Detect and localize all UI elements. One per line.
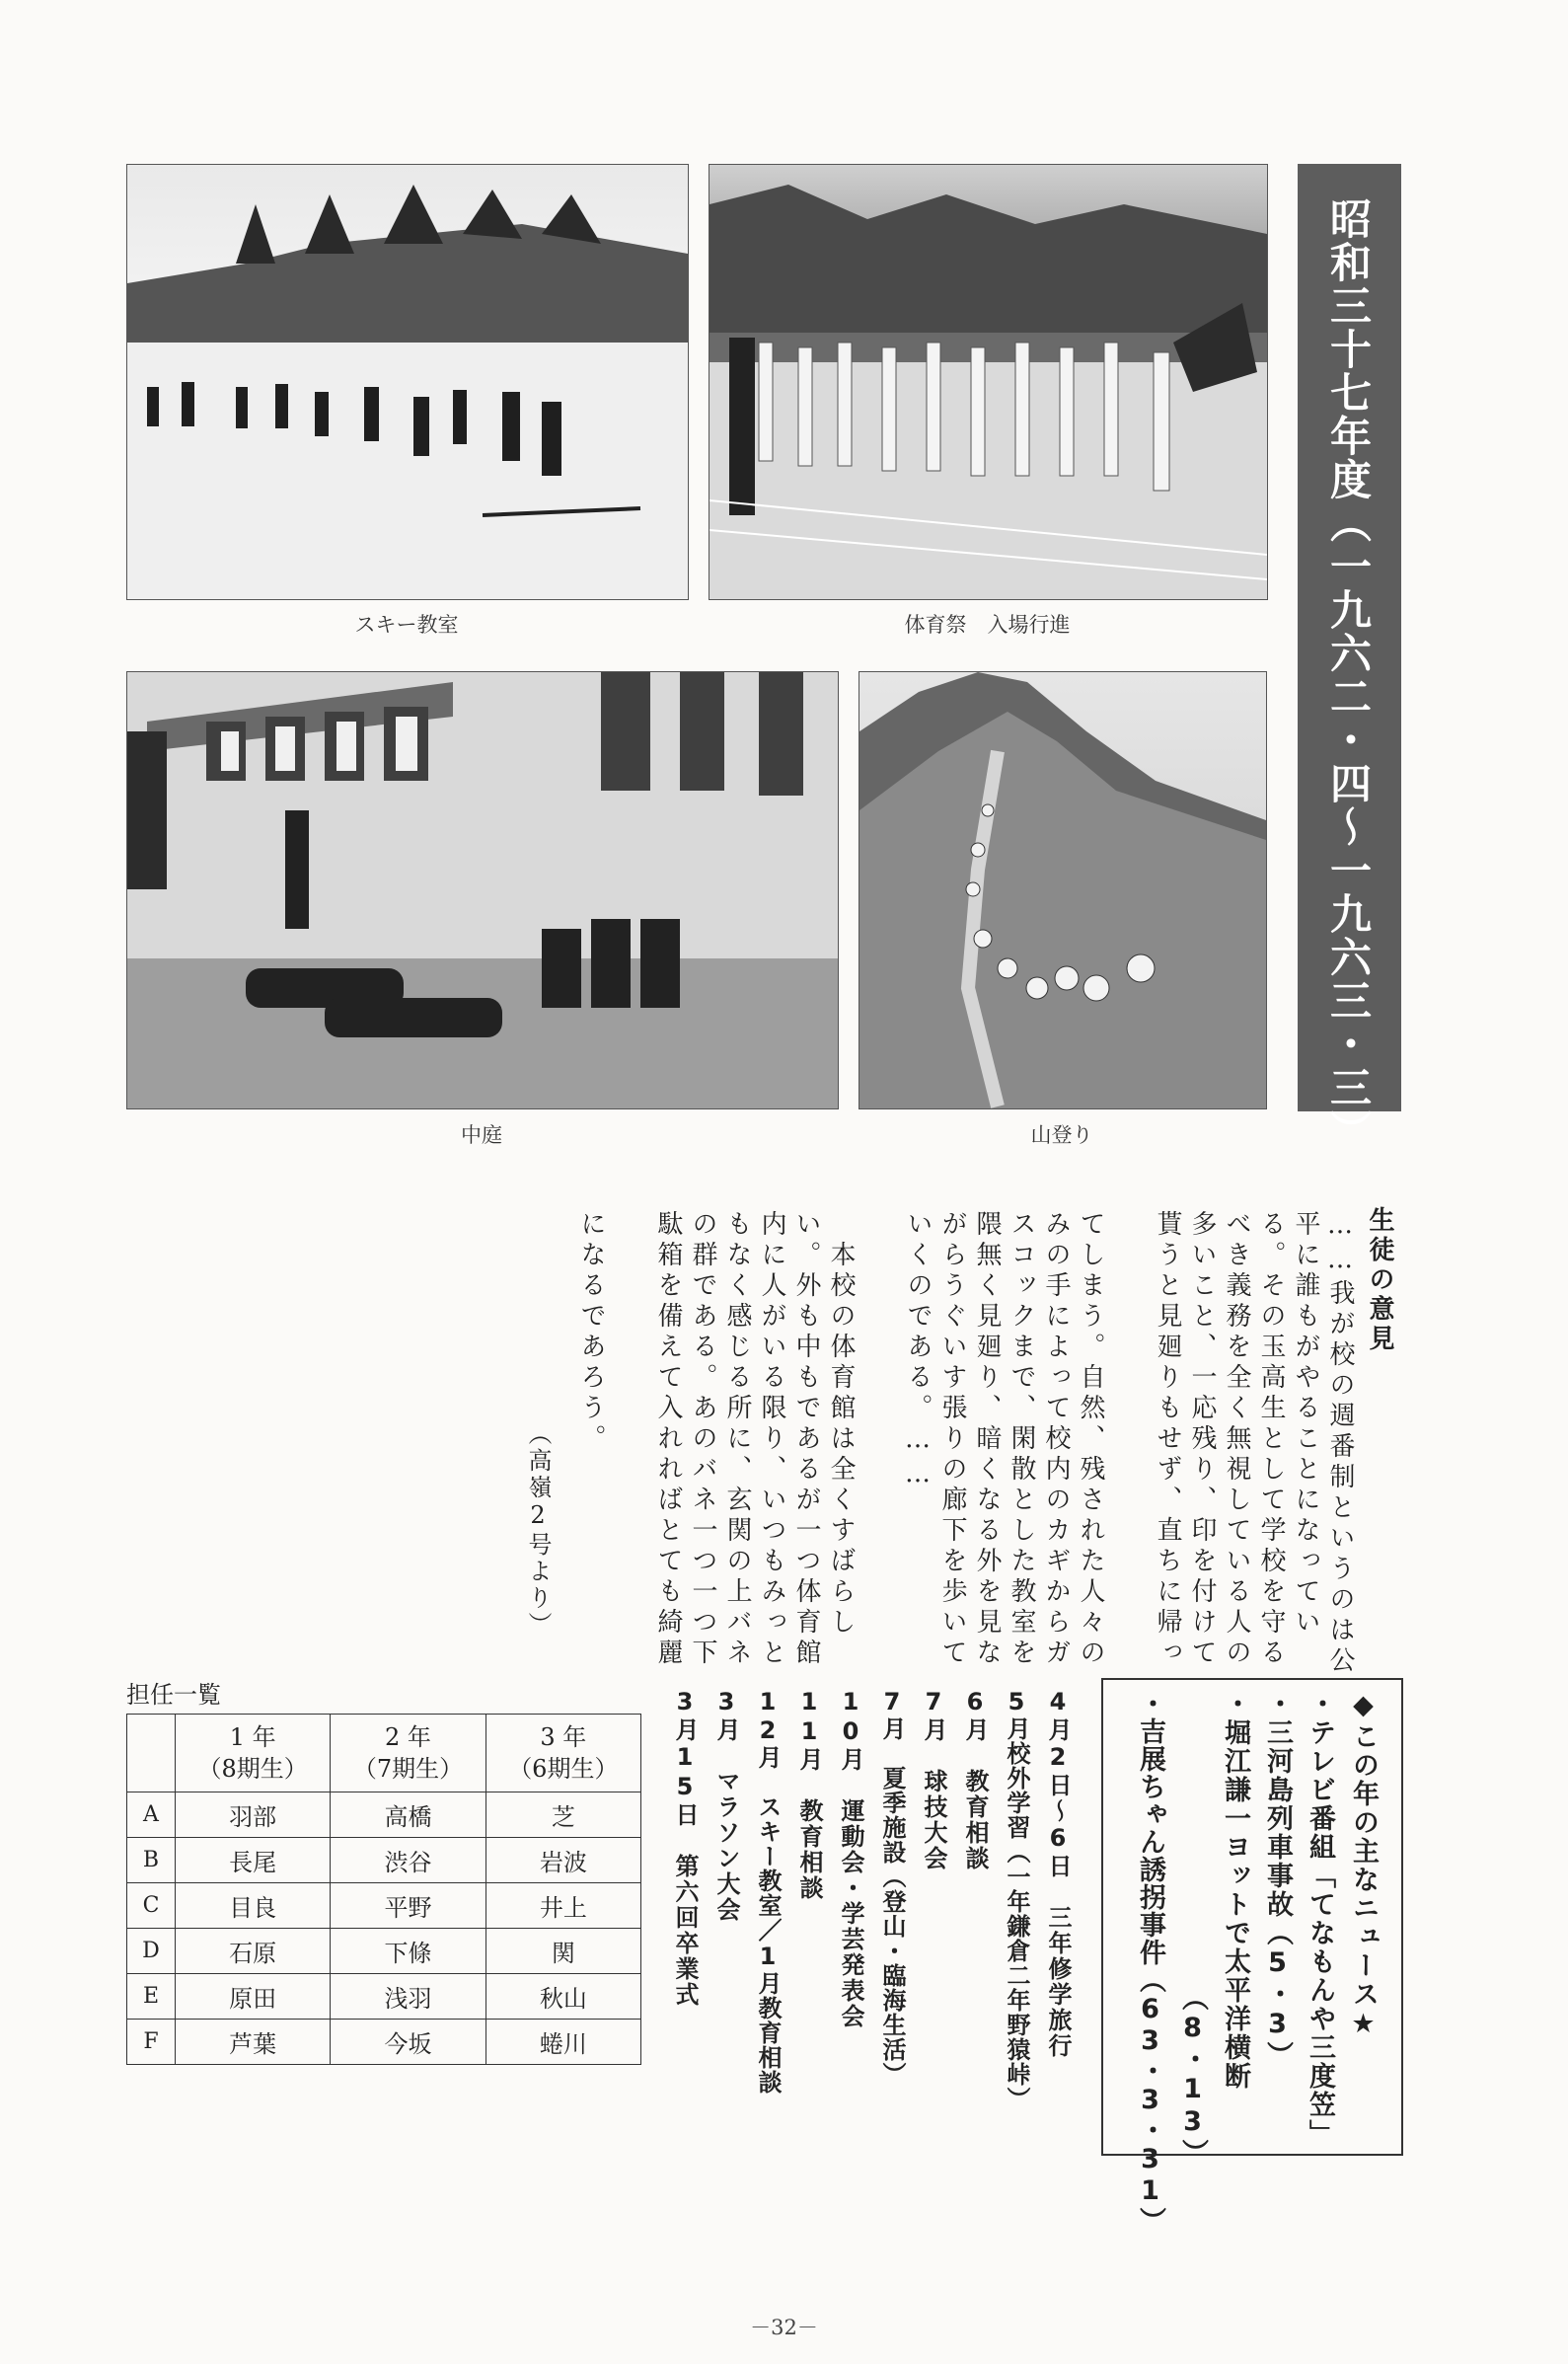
table-header-cell: 2 年 （7期生） [331, 1715, 485, 1792]
teacher-cell: 今坂 [331, 2020, 485, 2065]
table-row [127, 1838, 641, 1883]
essay-line: いくのである。…… [903, 1210, 933, 1493]
essay-heading: 生徒の意見 [1365, 1206, 1394, 1354]
teacher-cell: 浅羽 [331, 1974, 485, 2020]
essay-line: 駄箱を備えて入れればとても綺麗 [653, 1210, 683, 1669]
essay-line: 平に誰もがやることになってい [1291, 1210, 1320, 1639]
table-header-row [127, 1715, 641, 1792]
teacher-cell: 井上 [485, 1883, 640, 1929]
teacher-cell: 岩波 [485, 1838, 640, 1883]
schedule-item: 10月 運動会・学芸発表会 [837, 1688, 864, 2029]
essay-line: ……我が校の週番制というのは公 [1325, 1210, 1355, 1677]
photo-caption-ski: スキー教室 [354, 613, 459, 637]
class-label: B [127, 1838, 176, 1883]
class-label: C [127, 1883, 176, 1929]
news-item: ・堀江謙一ヨットで太平洋横断 [1220, 1690, 1250, 2091]
news-item: ・テレビ番組「てなもんや三度笠」 [1305, 1690, 1335, 2148]
table-header-cell: 3 年 （6期生） [485, 1715, 640, 1792]
news-heading: ◆この年の主なニュース★ [1348, 1690, 1379, 2041]
photo-caption-mountain: 山登り [1030, 1123, 1093, 1147]
photo-mountain-climb [859, 671, 1267, 1109]
teacher-cell: 原田 [176, 1974, 331, 2020]
photo-caption-courtyard: 中庭 [461, 1123, 502, 1147]
teachers-table [126, 1714, 641, 2065]
photo-ski-class [126, 164, 689, 600]
class-label: D [127, 1929, 176, 1974]
essay-line: い。外も中もであるが一つ体育館 [791, 1210, 821, 1669]
essay-line: みの手によって校内のカギからガ [1041, 1210, 1071, 1669]
essay-line: スコックまで、閑散とした教室を [1007, 1210, 1036, 1669]
teacher-cell: 芦葉 [176, 2020, 331, 2065]
teachers-title: 担任一覧 [126, 1681, 221, 1709]
schedule-item: 3月15日 第六回卒業式 [671, 1688, 699, 2008]
table-row [127, 2020, 641, 2065]
teacher-cell: 目良 [176, 1883, 331, 1929]
class-label: F [127, 2020, 176, 2065]
news-item: （8・13） [1177, 1984, 1208, 2168]
teacher-cell: 羽部 [176, 1792, 331, 1838]
essay-line: がらうぐいす張りの廊下を歩いて [937, 1210, 967, 1669]
photo-caption-sports: 体育祭 入場行進 [904, 613, 1071, 637]
essay-line: 多いこと、一応残り、印を付けて [1187, 1210, 1217, 1669]
teacher-cell: 石原 [176, 1929, 331, 1974]
photo-sports-festival [709, 164, 1268, 600]
table-corner-cell [127, 1715, 176, 1792]
table-row [127, 1792, 641, 1838]
teacher-cell: 下條 [331, 1929, 485, 1974]
schedule-item: 7月 球技大会 [920, 1688, 947, 1871]
essay-line: 本校の体育館は全くすばらし [826, 1210, 856, 1639]
schedule-item: 6月 教育相談 [961, 1688, 989, 1871]
essay-line: の群である。あのバネ一つ一つ下 [688, 1210, 717, 1669]
news-item: ・吉展ちゃん誘拐事件（63・3・31） [1135, 1690, 1165, 2235]
photo-courtyard [126, 671, 839, 1109]
essay-line: になるであろう。 [576, 1210, 606, 1455]
teacher-cell: 長尾 [176, 1838, 331, 1883]
essay-line: もなく感じる所に、玄関の上バネ [722, 1210, 752, 1669]
teacher-cell: 高橋 [331, 1792, 485, 1838]
table-header-cell: 1 年 （8期生） [176, 1715, 331, 1792]
schedule-item: 4月2日～6日 三年修学旅行 [1044, 1688, 1072, 2059]
schedule-item: 3月 マラソン大会 [712, 1688, 740, 1923]
essay-line: 隈無く見廻り、暗くなる外を見な [972, 1210, 1002, 1669]
schedule-item: 12月 スキー教室／1月教育相談 [754, 1688, 782, 2095]
teacher-cell: 芝 [485, 1792, 640, 1838]
page-title: 昭和三十七年度（一九六二・四～一九六三・三） [1324, 197, 1373, 1153]
schedule-item: 11月 教育相談 [795, 1688, 823, 1901]
class-label: E [127, 1974, 176, 2020]
essay-line: べき義務を全く無視している人の [1222, 1210, 1251, 1669]
schedule-item: 7月 夏季施設（登山・臨海生活） [878, 1688, 906, 2087]
essay-line: 内に人がいる限り、いつもみっと [757, 1210, 786, 1669]
teacher-cell: 蜷川 [485, 2020, 640, 2065]
table-row [127, 1929, 641, 1974]
essay-source: （高嶺2号より） [524, 1421, 552, 1639]
teacher-cell: 秋山 [485, 1974, 640, 2020]
news-item: ・三河島列車事故（5・3） [1262, 1690, 1293, 2070]
teacher-cell: 関 [485, 1929, 640, 1974]
essay-line: る。その玉高生として学校を守る [1256, 1210, 1286, 1669]
teacher-cell: 平野 [331, 1883, 485, 1929]
class-label: A [127, 1792, 176, 1838]
page-number: －32－ [750, 2316, 818, 2339]
essay-line: 貰うと見廻りもせず、直ちに帰っ [1153, 1210, 1182, 1669]
schedule-item: 5月校外学習（一年鎌倉二年野猿峠） [1003, 1688, 1030, 2111]
teacher-cell: 渋谷 [331, 1838, 485, 1883]
table-row [127, 1883, 641, 1929]
essay-line: てしまう。自然、残された人々の [1076, 1210, 1105, 1669]
table-row [127, 1974, 641, 2020]
